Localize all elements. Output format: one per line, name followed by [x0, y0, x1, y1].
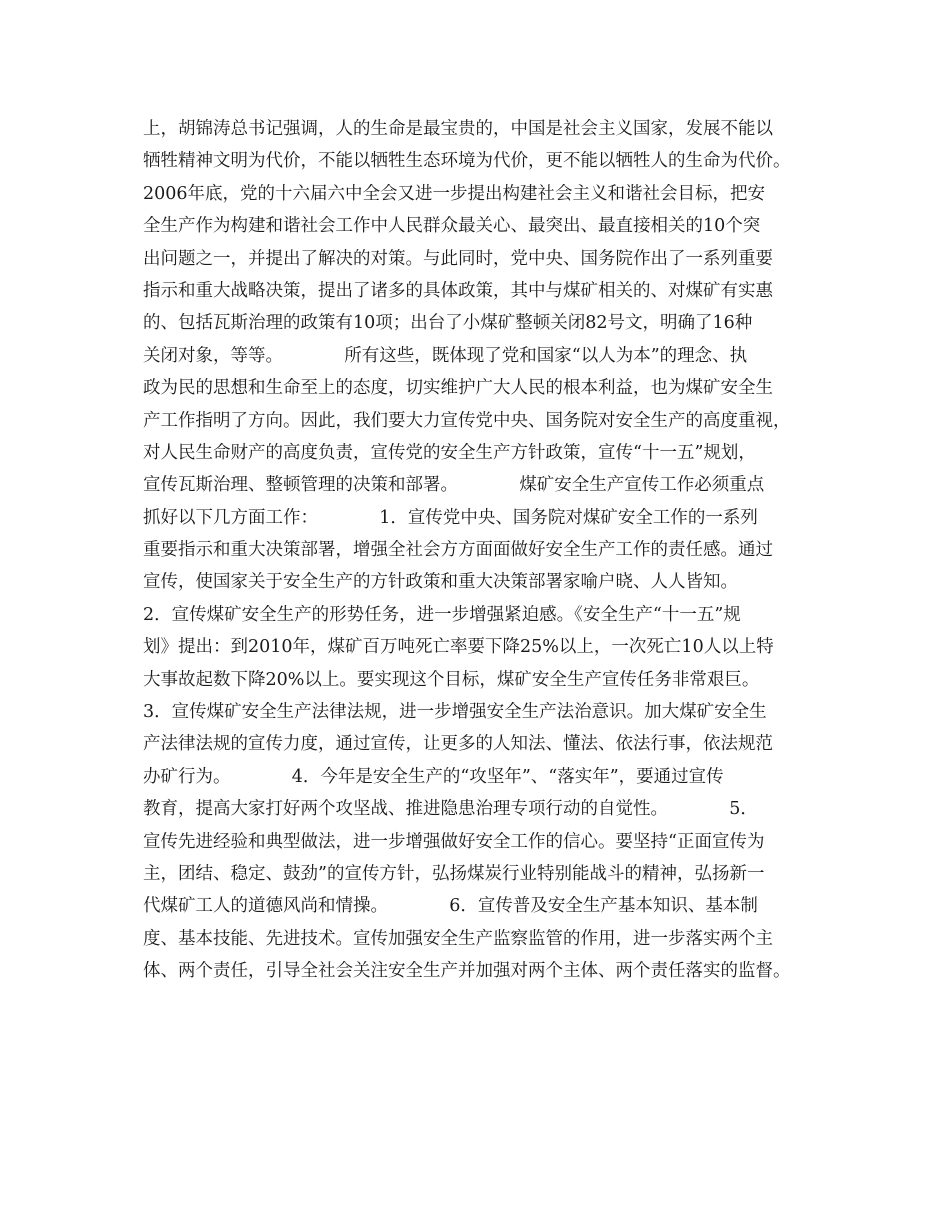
text-line: 主，团结、稳定、鼓劲”的宣传方针，弘扬煤炭行业特别能战斗的精神，弘扬新一 [143, 863, 765, 884]
text-line: 上，胡锦涛总书记强调，人的生命是最宝贵的，中国是社会主义国家，发展不能以 [143, 119, 773, 139]
text-line: 产法律法规的宣传力度，通过宣传，让更多的人知法、懂法、依法行事，依法规范 [143, 734, 773, 755]
body-text [143, 113, 823, 988]
text-line: 3．宣传煤矿安全生产法律法规，进一步增强安全生产法治意识。加大煤矿安全生 [143, 702, 767, 723]
text-line: 关闭对象，等等。 所有这些，既体现了党和国家“以人为本”的理念、执 [143, 345, 748, 366]
text-line: 宣传，使国家关于安全生产的方针政策和重大决策部署家喻户晓、人人皆知。 [143, 572, 738, 593]
text-line: 划》提出：到2010年，煤矿百万吨死亡率要下降25%以上，一次死亡10人以上特 [143, 637, 774, 658]
text-line: 全生产作为构建和谐社会工作中人民群众最关心、最突出、最直接相关的10个突 [143, 216, 761, 237]
text-line: 对人民生命财产的高度负责，宣传党的安全生产方针政策，宣传“十一五”规划， [143, 442, 756, 463]
text-line: 指示和重大战略决策，提出了诸多的具体政策，其中与煤矿相关的、对煤矿有实惠 [143, 280, 773, 301]
text-line: 政为民的思想和生命至上的态度，切实维护广大人民的根本利益，也为煤矿安全生 [143, 378, 773, 399]
text-line: 2006年底，党的十六届六中全会又进一步提出构建社会主义和谐社会目标，把安 [143, 183, 766, 204]
text-line: 的、包括瓦斯治理的政策有10项；出台了小煤矿整顿关闭82号文，明确了16种 [143, 313, 753, 334]
text-line: 代煤矿工人的道德风尚和情操。 6．宣传普及安全生产基本知识、基本制 [143, 896, 758, 917]
text-line: 度、基本技能、先进技术。宣传加强安全生产监察监管的作用，进一步落实两个主 [143, 928, 773, 949]
text-line: 抓好以下几方面工作： 1．宣传党中央、国务院对煤矿安全工作的一系列 [143, 507, 758, 528]
text-line: 2．宣传煤矿安全生产的形势任务，进一步增强紧迫感。《安全生产“十一五”规 [143, 604, 741, 625]
text-line: 宣传瓦斯治理、整顿管理的决策和部署。 煤矿安全生产宣传工作必须重点 [143, 475, 765, 496]
text-line: 产工作指明了方向。因此，我们要大力宣传党中央、国务院对安全生产的高度重视， [143, 410, 791, 431]
text-line: 重要指示和重大决策部署，增强全社会方方面面做好安全生产工作的责任感。通过 [143, 540, 773, 561]
text-line: 宣传先进经验和典型做法，进一步增强做好安全工作的信心。要坚持“正面宣传为 [143, 831, 765, 852]
text-line: 牺牲精神文明为代价，不能以牺牲生态环境为代价，更不能以牺牲人的生命为代价。 [143, 151, 791, 172]
text-line: 办矿行为。 4．今年是安全生产的“攻坚年”、“落实年”，要通过宣传 [143, 766, 724, 787]
text-line: 大事故起数下降20%以上。要实现这个目标，煤矿安全生产宣传任务非常艰巨。 [143, 669, 760, 690]
text-line: 出问题之一，并提出了解决的对策。与此同时，党中央、国务院作出了一系列重要 [143, 248, 773, 269]
text-line: 体、两个责任，引导全社会关注安全生产并加强对两个主体、两个责任落实的监督。 [143, 961, 791, 982]
text-line: 教育，提高大家打好两个攻坚战、推进隐患治理专项行动的自觉性。 5． [143, 799, 758, 820]
